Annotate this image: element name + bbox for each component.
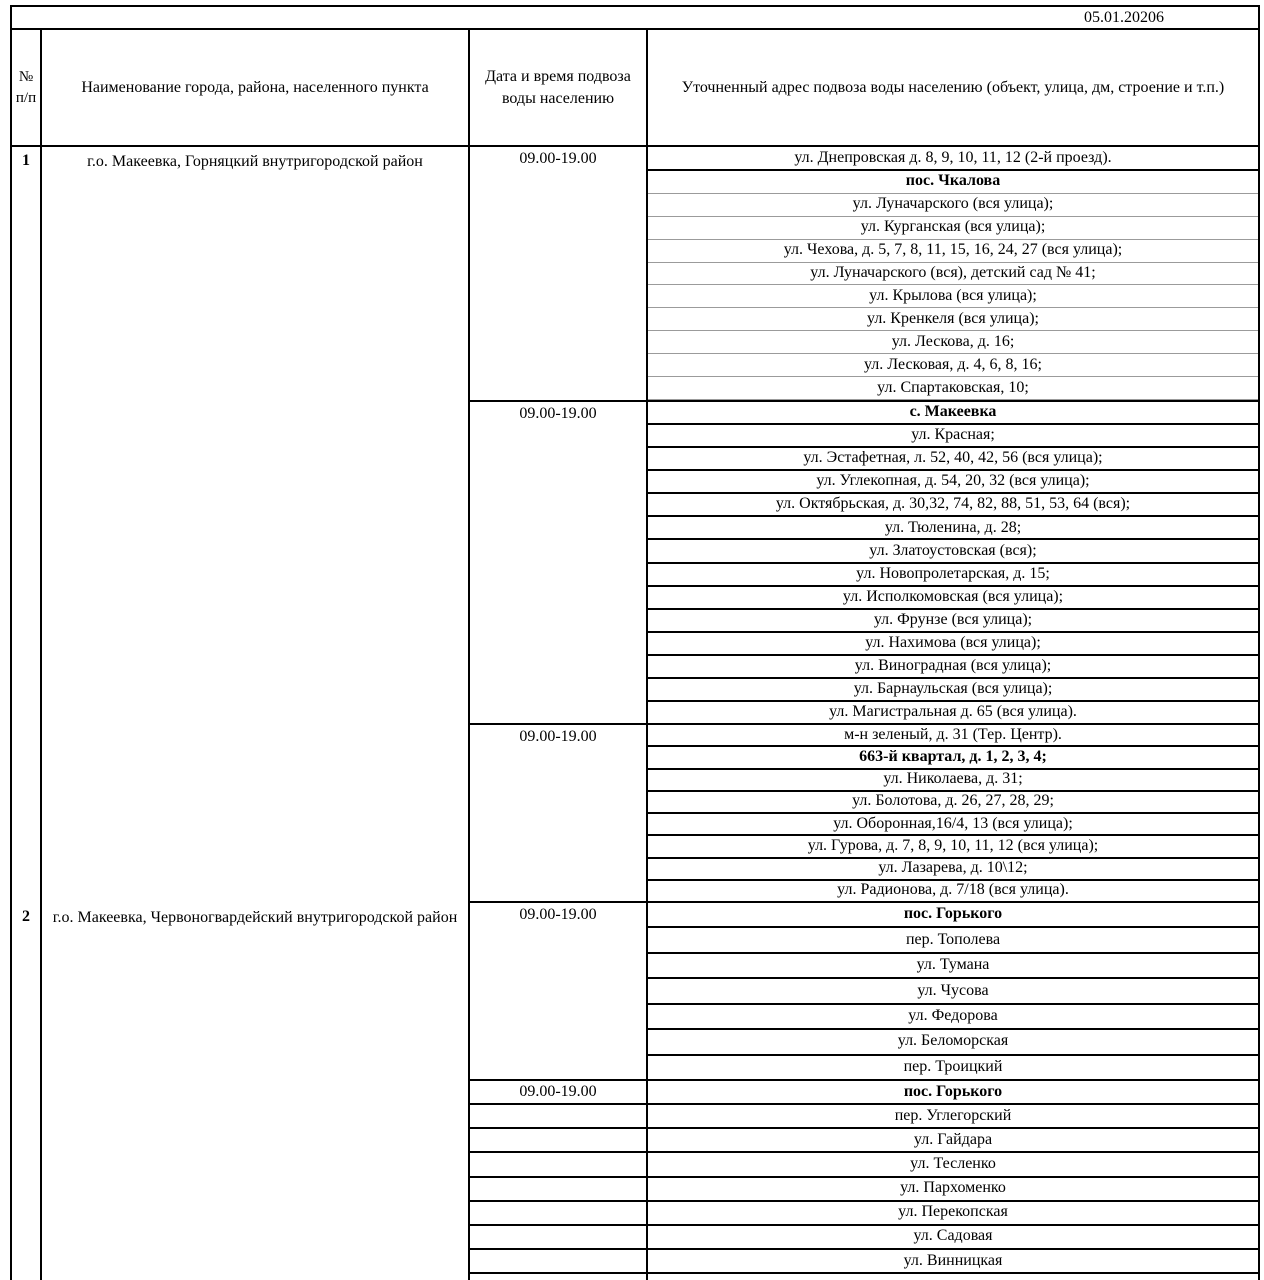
- row-name: [42, 1274, 470, 1280]
- address-row: с. Макеевка: [648, 402, 1258, 425]
- address-row: ул. Спартаковская, 10;: [648, 377, 1258, 400]
- address-row: ул. Федорова: [648, 1005, 1258, 1030]
- address-row: ул. Пархоменко: [648, 1178, 1258, 1202]
- address-row: ул. Чусова: [648, 979, 1258, 1004]
- row-name: г.о. Макеевка, Горняцкий внутригородской район: [42, 147, 470, 903]
- address-row: ул. Луначарского (вся улица);: [648, 194, 1258, 217]
- time-cell: [470, 1274, 648, 1280]
- address-row: ул. Болотова, д. 26, 27, 28, 29;: [648, 792, 1258, 814]
- table-header-row: [12, 30, 1258, 147]
- address-list: [648, 903, 1258, 1079]
- address-list: [648, 1081, 1258, 1272]
- address-list: [648, 1274, 1258, 1280]
- address-row: ул. Чехова, д. 5, 7, 8, 11, 15, 16, 24, 27 (вся улица);: [648, 240, 1258, 263]
- time-subcell: [470, 1178, 646, 1202]
- schedule-block: [470, 725, 1258, 903]
- time-subcell: [470, 1105, 646, 1129]
- table-body: [12, 147, 1258, 1280]
- row-number: 2: [12, 903, 42, 1274]
- address-row: ул. Барнаульская (вся улица);: [648, 679, 1258, 702]
- address-row: ул. Магистральная д. 65 (вся улица).: [829, 703, 1077, 721]
- header-address: Уточненный адрес подвоза воды населению (объект, улица, дм, строение и т.п.): [681, 78, 1225, 96]
- time-value: 09.00-19.00: [519, 906, 597, 923]
- address-row: 663-й квартал, д. 1, 2, 3, 4;: [648, 747, 1258, 769]
- row-blocks: [470, 903, 1258, 1274]
- address-row: ул. Нахимова (вся улица);: [648, 633, 1258, 656]
- address-row: ул. Фрунзе (вся улица);: [648, 610, 1258, 633]
- address-row: ул. Тесленко: [648, 1153, 1258, 1177]
- row-number: 1: [12, 147, 42, 903]
- address-row: ул. Гайдара: [648, 1129, 1258, 1153]
- address-row: пос. Чкалова: [648, 171, 1258, 194]
- address-row: ул. Тюленина, д. 28;: [648, 517, 1258, 540]
- address-list: [648, 725, 1258, 901]
- row-number: [12, 1274, 42, 1280]
- schedule-block: [470, 1081, 1258, 1274]
- time-cell: [470, 725, 648, 901]
- address-row: ул. Виноградная (вся улица);: [648, 656, 1258, 679]
- address-row: ул. Лескова, д. 16;: [648, 331, 1258, 354]
- schedule-block: [470, 1274, 1258, 1280]
- time-subcell: [470, 1202, 646, 1226]
- address-list: [648, 402, 1258, 723]
- address-row: ул. Радионова, д. 7/18 (вся улица).: [837, 881, 1069, 899]
- row-name: г.о. Макеевка, Червоногвардейский внутригородской район: [42, 903, 470, 1274]
- address-row: ул. Садовая: [648, 1226, 1258, 1250]
- address-row: м-н зеленый, д. 31 (Тер. Центр).: [648, 725, 1258, 747]
- time-subcell: 09.00-19.00: [470, 1081, 646, 1105]
- time-subcell: [470, 1250, 646, 1272]
- address-row: ул. Златоустовская (вся);: [648, 540, 1258, 563]
- address-row: пос. Горького: [648, 1081, 1258, 1105]
- address-row: ул. Луначарского (вся), детский сад № 41;: [648, 263, 1258, 286]
- table-row: [12, 903, 1258, 1274]
- address-row: ул. Углекопная, д. 54, 20, 32 (вся улица);: [648, 471, 1258, 494]
- address-row: ул. Винницкая: [903, 1251, 1003, 1269]
- address-row: ул. Тумана: [648, 954, 1258, 979]
- header-time: Дата и время подвоза воды населению: [470, 30, 648, 145]
- row-blocks: [470, 1274, 1258, 1280]
- header-name: Наименование города, района, населенного пункта: [42, 30, 470, 145]
- address-row: ул. Эстафетная, л. 52, 40, 42, 56 (вся улица);: [648, 448, 1258, 471]
- schedule-block: [470, 147, 1258, 402]
- schedule-block: [470, 402, 1258, 725]
- address-row: ул. Днепровская д. 8, 9, 10, 11, 12 (2-й проезд).: [648, 147, 1258, 171]
- address-row: пер. Тополева: [648, 928, 1258, 953]
- address-row: ул. Новопролетарская, д. 15;: [648, 564, 1258, 587]
- address-row: ул. Лазарева, д. 10\12;: [648, 859, 1258, 881]
- document-date: 05.01.20206: [1084, 8, 1164, 26]
- date-row: [12, 7, 1258, 30]
- address-row: пос. Горького: [648, 903, 1258, 928]
- time-cell: [470, 903, 648, 1079]
- address-list: [648, 147, 1258, 400]
- time-subcell: [470, 1153, 646, 1177]
- address-row: ул. Курганская (вся улица);: [648, 217, 1258, 240]
- time-cell: [470, 147, 648, 400]
- address-row: ул. Октябрьская, д. 30,32, 74, 82, 88, 51, 53, 64 (вся);: [648, 494, 1258, 517]
- address-row: ул. Оборонная,16/4, 13 (вся улица);: [648, 814, 1258, 836]
- time-value: 09.00-19.00: [519, 150, 597, 167]
- header-num: № п/п: [12, 30, 42, 145]
- address-row: ул. Исполкомовская (вся улица);: [648, 587, 1258, 610]
- time-subcell: [470, 1129, 646, 1153]
- time-value: 09.00-19.00: [519, 728, 597, 745]
- time-subcell: [470, 1226, 646, 1250]
- address-row: ул. Красная;: [648, 425, 1258, 448]
- schedule-block: [470, 903, 1258, 1081]
- time-cell: [470, 1081, 648, 1272]
- address-row: пер. Углегорский: [648, 1105, 1258, 1129]
- address-row: ул. Николаева, д. 31;: [648, 770, 1258, 792]
- table-row-partial: [12, 1274, 1258, 1280]
- row-blocks: [470, 147, 1258, 903]
- time-value: 09.00-19.00: [519, 405, 597, 422]
- address-row: пер. Троицкий: [903, 1057, 1003, 1075]
- address-row: ул. Кренкеля (вся улица);: [648, 308, 1258, 331]
- address-row: ул. Лесковая, д. 4, 6, 8, 16;: [648, 354, 1258, 377]
- time-cell: [470, 402, 648, 723]
- address-row: ул. Гурова, д. 7, 8, 9, 10, 11, 12 (вся улица);: [648, 836, 1258, 858]
- address-row: ул. Перекопская: [648, 1202, 1258, 1226]
- water-delivery-table: [10, 5, 1260, 1280]
- address-row: ул. Крылова (вся улица);: [648, 285, 1258, 308]
- table-row: [12, 147, 1258, 903]
- address-row: ул. Беломорская: [648, 1030, 1258, 1055]
